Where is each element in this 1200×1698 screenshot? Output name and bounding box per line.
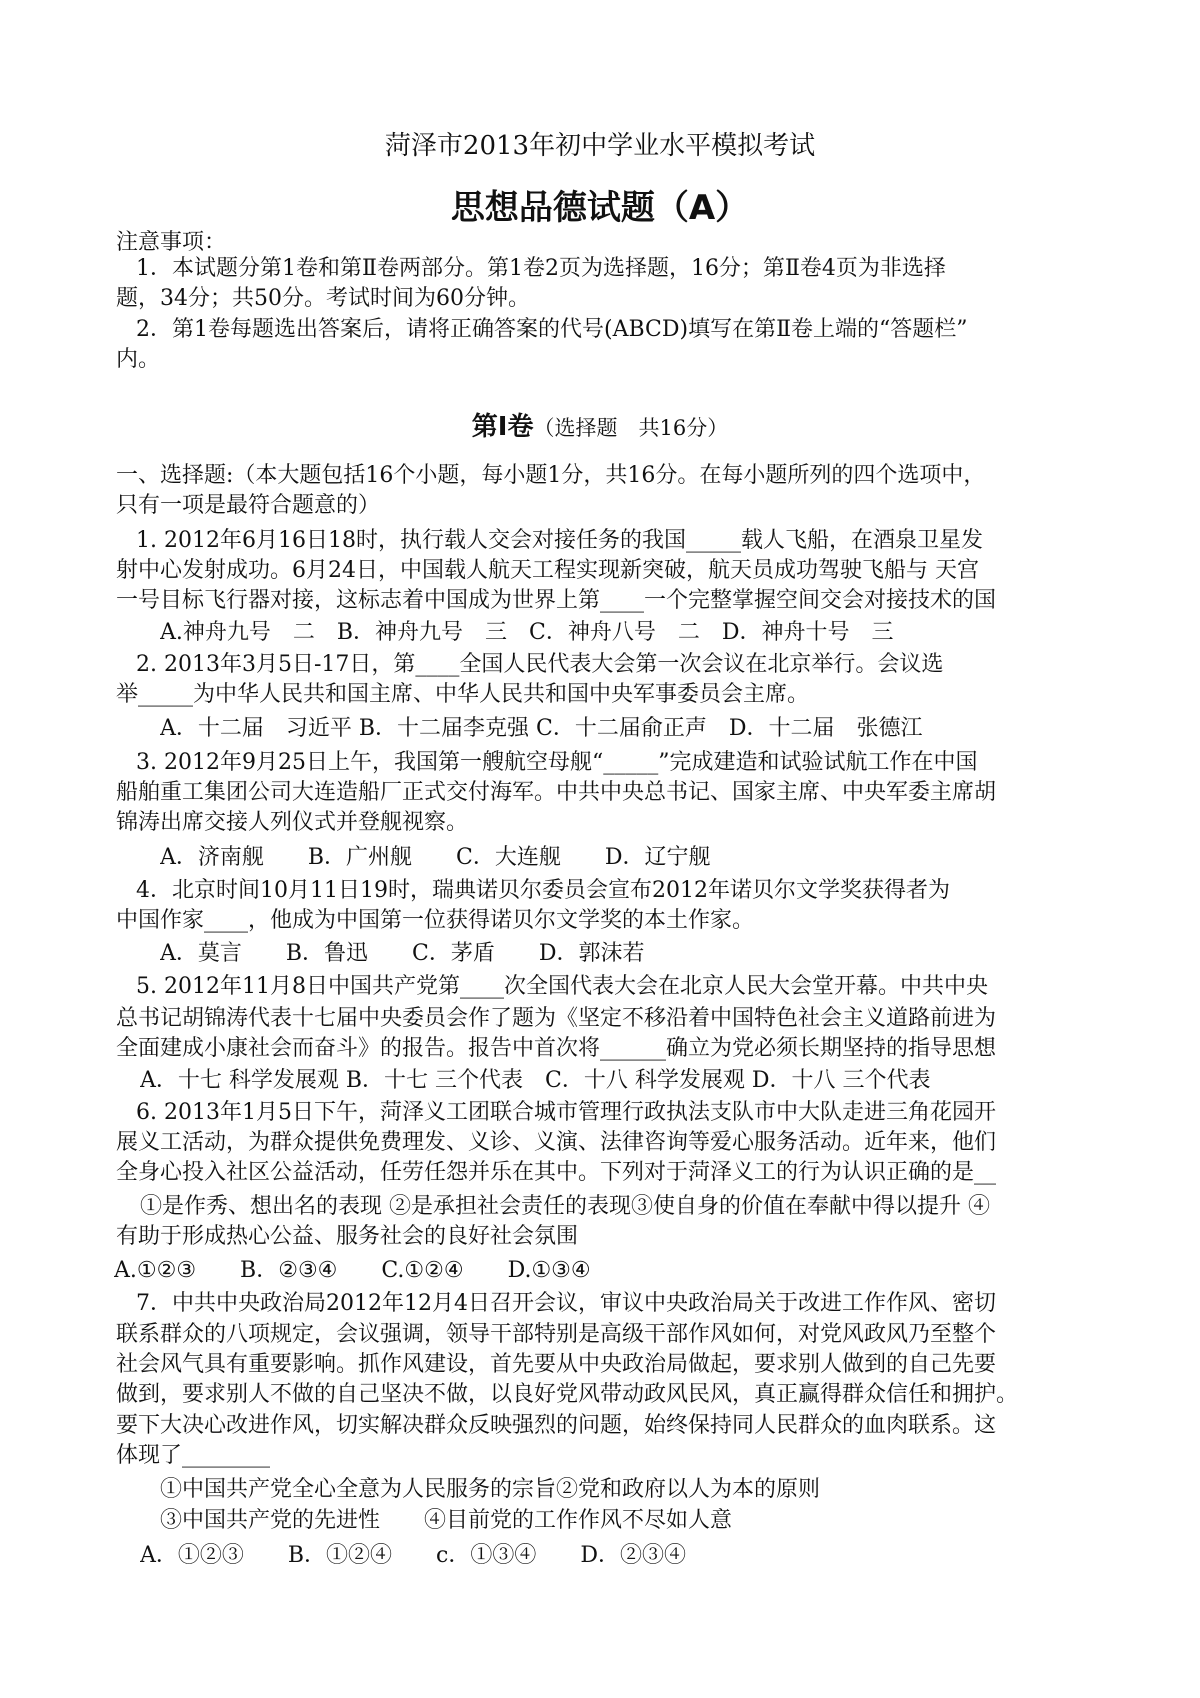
- question-7-statements: ①中国共产党全心全意为人民服务的宗旨②党和政府以人为本的原则: [160, 1477, 821, 1502]
- notes-line: 2．第1卷每题选出答案后，请将正确答案的代号(ABCD)填写在第Ⅱ卷上端的“答题栏”: [136, 317, 968, 342]
- question-6-statements: ①是作秀、想出名的表现 ②是承担社会责任的表现③使自身的价值在奉献中得以提升 ④: [140, 1194, 990, 1219]
- question-7-text: 要下大决心改进作风，切实解决群众反映强烈的问题，始终保持同人民群众的血肉联系。这: [116, 1413, 997, 1438]
- instructions-line: 只有一项是最符合题意的）: [116, 493, 381, 518]
- question-3-text: 锦涛出席交接人列仪式并登舰视察。: [116, 810, 469, 835]
- question-5-text: 总书记胡锦涛代表十七届中央委员会作了题为《坚定不移沿着中国特色社会主义道路前进为: [116, 1006, 997, 1031]
- question-6-statements: 有助于形成热心公益、服务社会的良好社会氛围: [116, 1224, 579, 1249]
- question-7-text: 做到，要求别人不做的自己坚决不做，以良好党风带动政风民风，真正赢得群众信任和拥护。: [116, 1382, 1019, 1407]
- question-4-text: 中国作家____，他成为中国第一位获得诺贝尔文学奖的本土作家。: [116, 908, 755, 933]
- question-7-text: 联系群众的八项规定，会议强调，领导干部特别是高级干部作风如何，对党风政风乃至整个: [116, 1322, 997, 1347]
- question-7-options: A．①②③ B．①②④ c．①③④ D．②③④: [140, 1543, 687, 1568]
- question-1-text: 1. 2012年6月16日18时，执行载人交会对接任务的我国_____载人飞船，在酒泉卫星发: [136, 528, 983, 553]
- question-6-text: 6. 2013年1月5日下午，菏泽义工团联合城市管理行政执法支队市中大队走进三角花园开: [136, 1100, 996, 1125]
- question-2-text: 举_____为中华人民共和国主席、中华人民共和国中央军事委员会主席。: [116, 682, 810, 707]
- question-7-text: 社会风气具有重要影响。抓作风建设，首先要从中央政治局做起，要求别人做到的自己先要: [116, 1352, 997, 1377]
- question-4-options: A．莫言 B．鲁迅 C．茅盾 D．郭沫若: [160, 941, 645, 966]
- instructions-line: 一、选择题:（本大题包括16个小题，每小题1分，共16分。在每小题所列的四个选项中，: [116, 463, 986, 488]
- question-1-text: 一号目标飞行器对接，这标志着中国成为世界上第____一个完整掌握空间交会对接技术的国: [116, 588, 997, 613]
- question-5-text: 5. 2012年11月8日中国共产党第____次全国代表大会在北京人民大会堂开幕。中共中央: [136, 974, 988, 999]
- question-6-text: 全身心投入社区公益活动，任劳任怨并乐在其中。下列对于菏泽义工的行为认识正确的是__: [116, 1160, 997, 1185]
- question-1-options: A.神舟九号 二 B．神舟九号 三 C．神舟八号 二 D．神舟十号 三: [160, 620, 894, 645]
- question-4-text: 4．北京时间10月11日19时，瑞典诺贝尔委员会宣布2012年诺贝尔文学奖获得者为: [136, 878, 950, 903]
- notes-line: 内。: [116, 347, 161, 372]
- question-5-options: A．十七 科学发展观 B．十七 三个代表 C．十八 科学发展观 D．十八 三个代表: [140, 1068, 931, 1093]
- question-2-options: A．十二届 习近平 B．十二届李克强 C．十二届俞正声 D．十二届 张德江: [160, 716, 923, 741]
- section-subtitle: （选择题 共16分）: [533, 416, 729, 440]
- question-2-text: 2. 2013年3月5日-17日，第____全国人民代表大会第一次会议在北京举行。会议选: [136, 652, 944, 677]
- question-5-text: 全面建成小康社会而奋斗》的报告。报告中首次将______确立为党必须长期坚持的指导思想: [116, 1036, 997, 1061]
- question-3-options: A．济南舰 B．广州舰 C．大连舰 D．辽宁舰: [160, 845, 711, 870]
- section-heading: [0, 410, 1200, 447]
- question-3-text: 3. 2012年9月25日上午，我国第一艘航空母舰“_____”完成建造和试验试航工作在中国: [136, 750, 978, 775]
- question-7-statements: ③中国共产党的先进性 ④目前党的工作作风不尽如人意: [160, 1508, 733, 1533]
- question-3-text: 船舶重工集团公司大连造船厂正式交付海军。中共中央总书记、国家主席、中央军委主席胡: [116, 780, 997, 805]
- notes-line: 1．本试题分第1卷和第Ⅱ卷两部分。第1卷2页为选择题，16分；第Ⅱ卷4页为非选择: [136, 256, 946, 281]
- question-6-text: 展义工活动，为群众提供免费理发、义诊、义演、法律咨询等爱心服务活动。近年来，他们: [116, 1130, 997, 1155]
- notes-heading: 注意事项：: [116, 230, 227, 255]
- notes-line: 题，34分；共50分。考试时间为60分钟。: [116, 286, 530, 311]
- question-7-text: 体现了________: [116, 1443, 271, 1468]
- question-7-text: 7．中共中央政治局2012年12月4日召开会议，审议中央政治局关于改进工作作风、密切: [136, 1291, 996, 1316]
- section-title: 第Ⅰ卷: [471, 412, 534, 442]
- question-6-options: A.①②③ B．②③④ C.①②④ D.①③④: [114, 1258, 591, 1283]
- exam-subtitle: 思想品德试题（A）: [450, 188, 750, 228]
- exam-title: 菏泽市2013年初中学业水平模拟考试: [384, 131, 816, 161]
- question-1-text: 射中心发射成功。6月24日，中国载人航天工程实现新突破，航天员成功驾驶飞船与 天宫: [116, 558, 979, 583]
